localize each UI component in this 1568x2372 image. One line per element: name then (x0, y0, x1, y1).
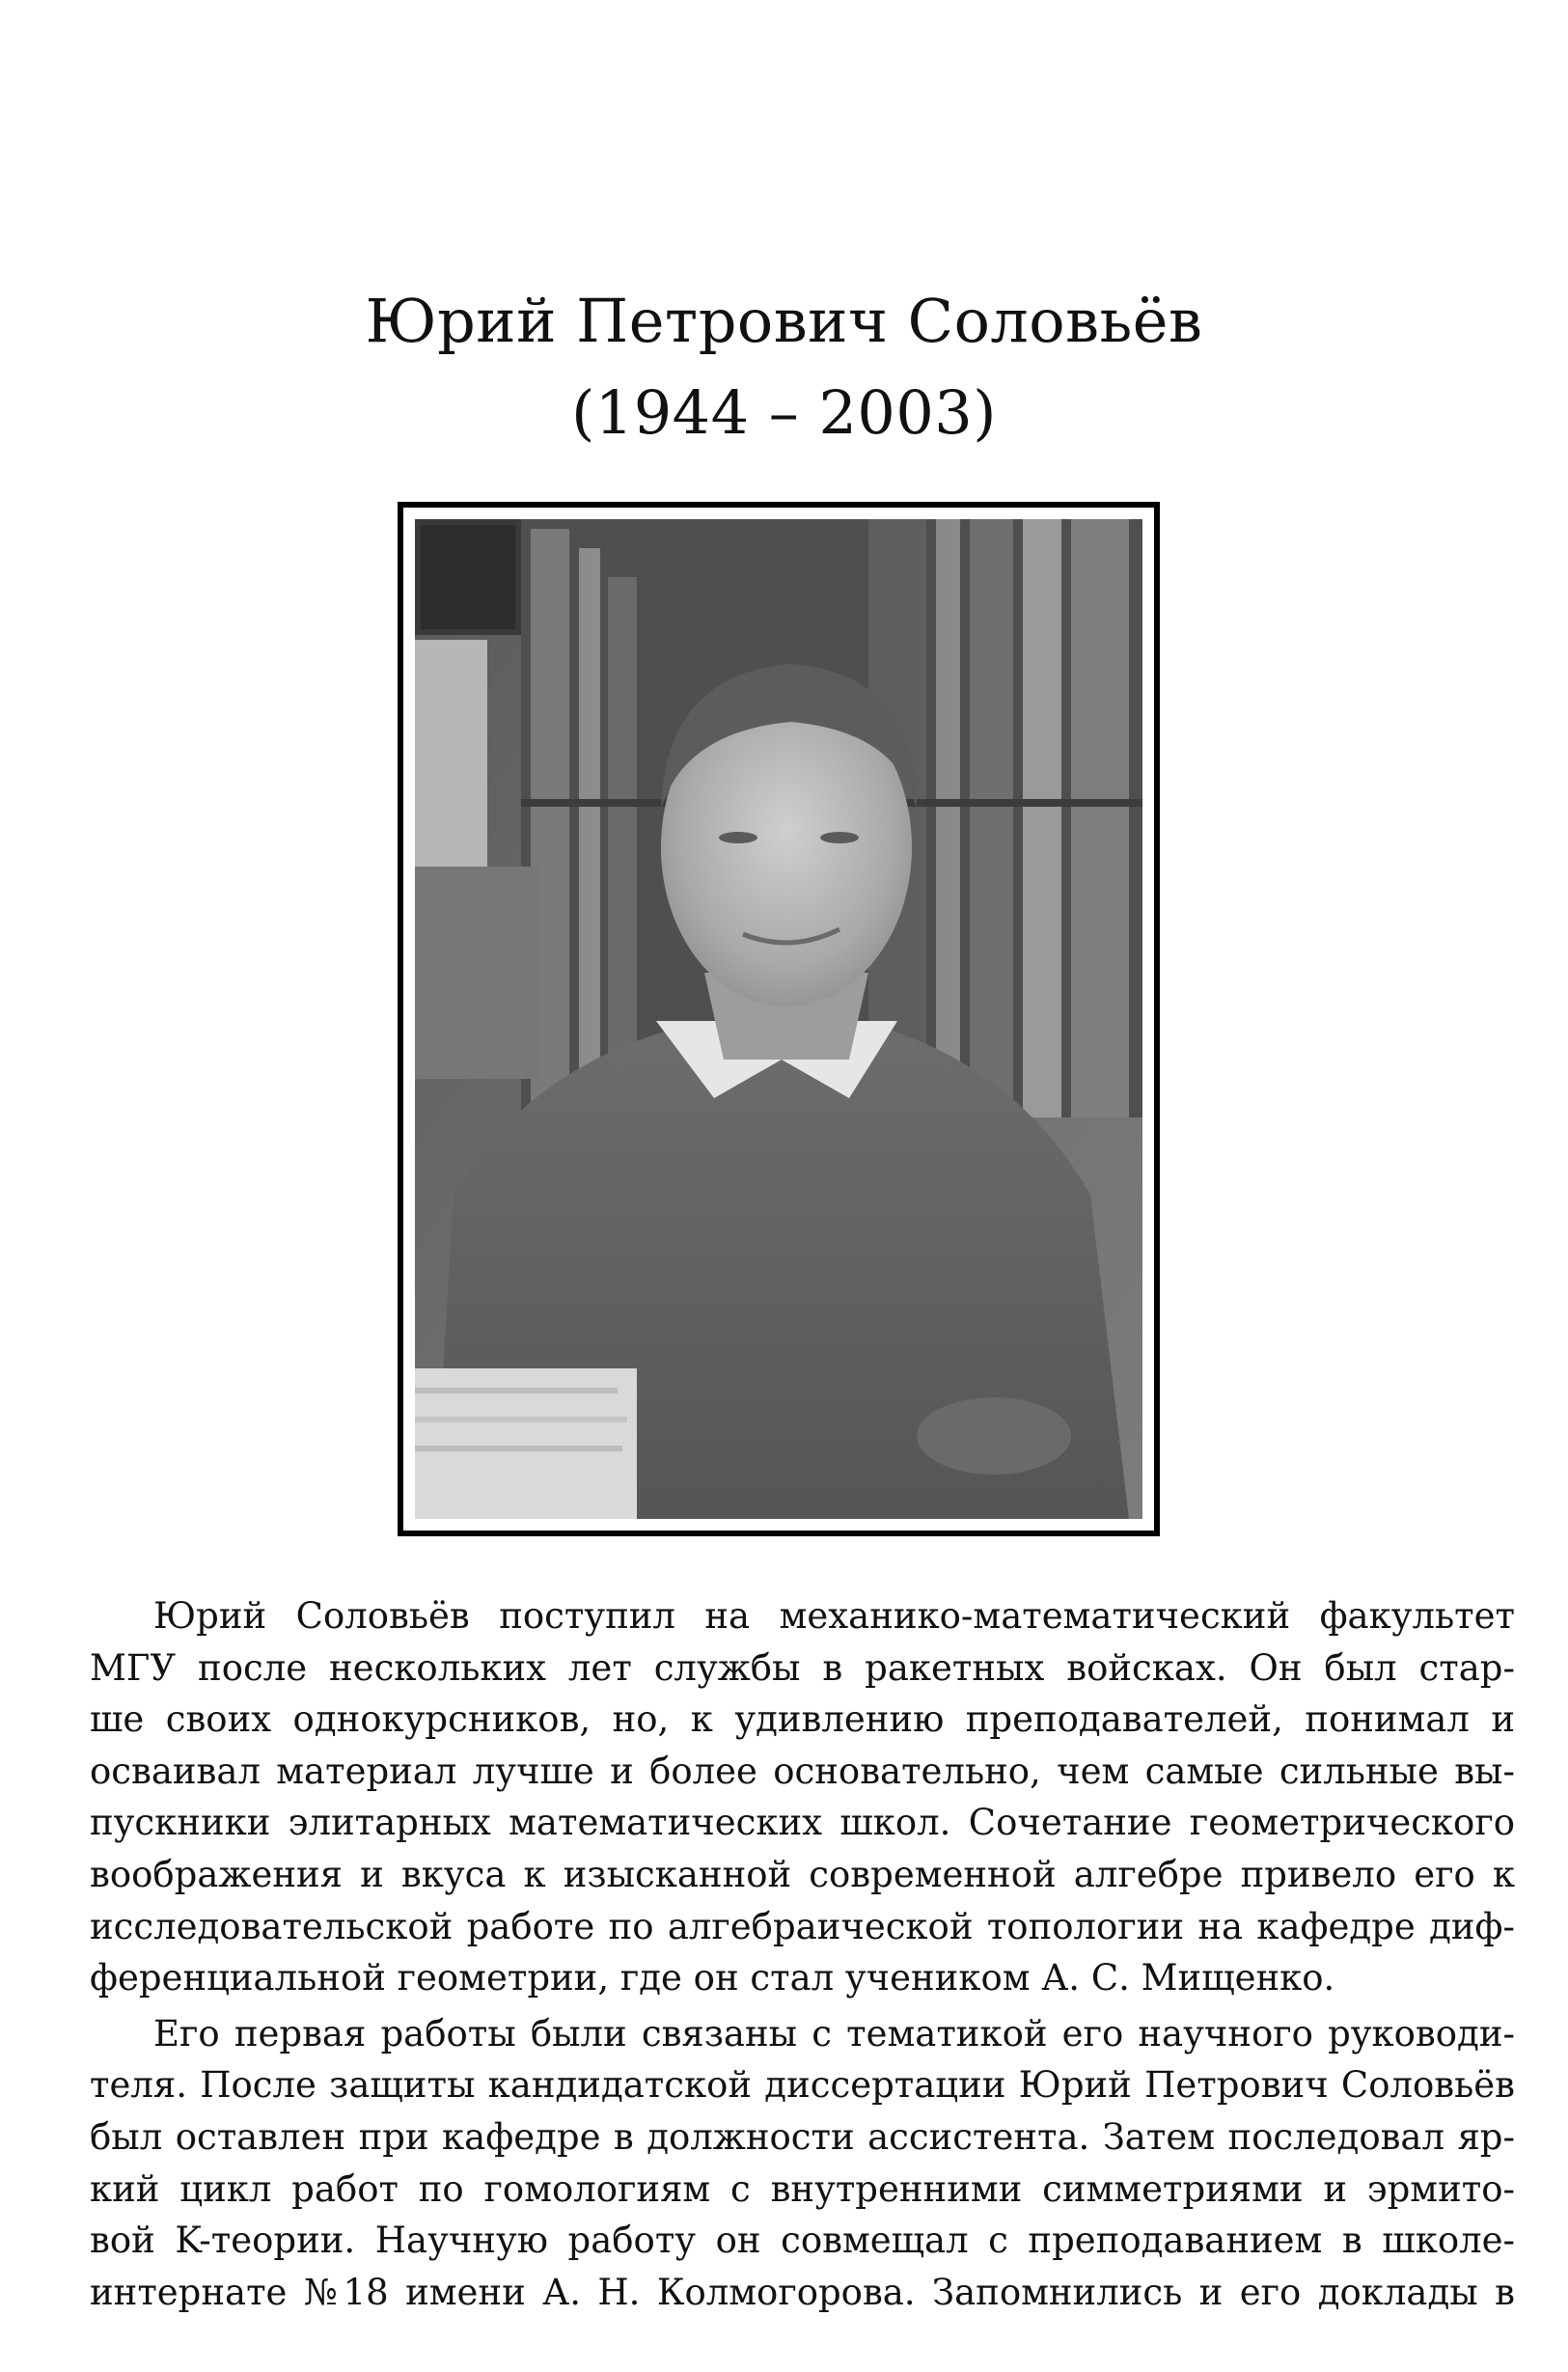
portrait-illustration (415, 519, 1142, 1519)
text-line: пускники элитарных математических школ. Сочетание геометрического (90, 1802, 1515, 1844)
person-name: Юрий Петрович Соловьёв (365, 286, 1203, 356)
text-line: исследовательской работе по алгебраической топологии на кафедре диф- (90, 1905, 1515, 1947)
text-line: Его первая работы были связаны с тематикой его научного руководи- (153, 2012, 1515, 2055)
portrait-photo (415, 519, 1142, 1519)
body-text (90, 1590, 1515, 2318)
text-line: вой K-теории. Научную работу он совмещал с преподаванием в школе- (90, 2220, 1515, 2262)
text-line: был оставлен при кафедре в должности ассистента. Затем последовал яр- (90, 2115, 1515, 2158)
text-line: теля. После защиты кандидатской диссертации Юрий Петрович Соловьёв (90, 2064, 1515, 2107)
text-line: Юрий Соловьёв поступил на механико-математический факультет (153, 1595, 1515, 1637)
portrait-frame (398, 502, 1160, 1536)
paragraph (90, 2008, 1515, 2319)
paragraph (90, 1590, 1515, 2004)
text-line: ференциальной геометрии, где он стал учеником А. С. Мищенко. (90, 1957, 1335, 2000)
text-line: интернате №18 имени А. Н. Колмогорова. Запомнились и его доклады в (90, 2271, 1515, 2313)
text-line: МГУ после нескольких лет службы в ракетных войсках. Он был стар- (90, 1646, 1515, 1689)
title-block (0, 275, 1568, 458)
text-line: ше своих однокурсников, но, к удивлению преподавателей, понимал и (90, 1698, 1515, 1741)
text-line: воображения и вкуса к изысканной современной алгебре привело его к (90, 1853, 1515, 1895)
text-line: осваивал материал лучше и более основательно, чем самые сильные вы- (90, 1750, 1515, 1792)
life-years: (1944 – 2003) (571, 377, 997, 448)
text-line: кий цикл работ по гомологиям с внутренними симметриями и эрмито- (90, 2167, 1515, 2210)
